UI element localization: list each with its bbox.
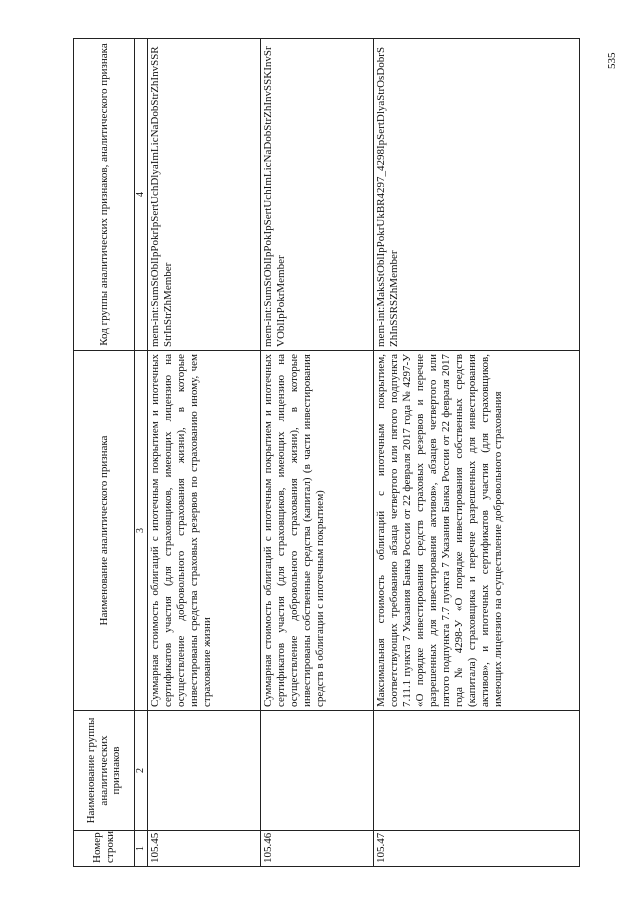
header-code: Код группы аналитических признаков, аналитического признака: [74, 39, 135, 351]
column-number-row: [135, 39, 148, 867]
feature-name-cell: Суммарная стоимость облигаций с ипотечным покрытием и ипотечных сертификатов участия (для страховщиков, имеющих лицензию на осуществление добровольного страхования жизни), в которые инвестированы собственные средства (капитал) (в части инвестирования средств в облигации с ипотечным покрытием): [261, 351, 374, 711]
table-row: [148, 39, 261, 867]
column-number: 1: [135, 831, 148, 867]
row-number-cell: 105.46: [261, 831, 374, 867]
rotated-page-content: [73, 39, 593, 867]
table-header-row: [74, 39, 135, 867]
feature-name-cell: Максимальная стоимость облигаций с ипотечным покрытием, соответствующих требованию абзаца четвертого или пятого подпункта 7.11.1 пункта 7 Указания Банка России от 22 февраля 2017 года № 4297-У «О порядке инвестирования средств страховых резервов и перечне разрешенных для инвестирования активов», абзацев четвертого или пятого подпункта 7.7 пункта 7 Указания Банка России от 22 февраля 2017 года № 4298-У «О порядке инвестирования собственных средств (капитала) страховщика и перечне разрешенных для инвестирования активов», и ипотечных сертификатов участия (для страховщиков, имеющих лицензию на осуществление добровольного страхования: [374, 351, 580, 711]
column-number: 2: [135, 711, 148, 831]
row-number-cell: 105.45: [148, 831, 261, 867]
column-number: 3: [135, 351, 148, 711]
code-cell: mem-int:SumStOblIpPokIpSertUchImLicNaDobStrZhInvSSKInvSrVOblIpPokrMember: [261, 39, 374, 351]
group-name-cell: [148, 711, 261, 831]
table-row: [261, 39, 374, 867]
row-number-cell: 105.47: [374, 831, 580, 867]
page-number: 535: [606, 52, 618, 69]
code-cell: mem-int:SumStOblIpPokrIpSertUchDlyaImLicNaDobStrZhInvSSRStrInStrZhMember: [148, 39, 261, 351]
group-name-cell: [374, 711, 580, 831]
group-name-cell: [261, 711, 374, 831]
column-number: 4: [135, 39, 148, 351]
header-feature-name: Наименование аналитического признака: [74, 351, 135, 711]
header-row-number: Номер строки: [74, 831, 135, 867]
analytics-table: [73, 38, 580, 867]
code-cell: mem-int:MaksStOblIpPokrUkBR4297_4298IpSertDlyaStrOsDobrSZhInSSRSZhMember: [374, 39, 580, 351]
header-group-name: Наименование группы аналитических признаков: [74, 711, 135, 831]
table-row: [374, 39, 580, 867]
feature-name-cell: Суммарная стоимость облигаций с ипотечным покрытием и ипотечных сертификатов участия (для страховщиков, имеющих лицензию на осуществление добровольного страхования жизни), в которые инвестированы средства страховых резервов по страхованию иному, чем страхование жизни: [148, 351, 261, 711]
